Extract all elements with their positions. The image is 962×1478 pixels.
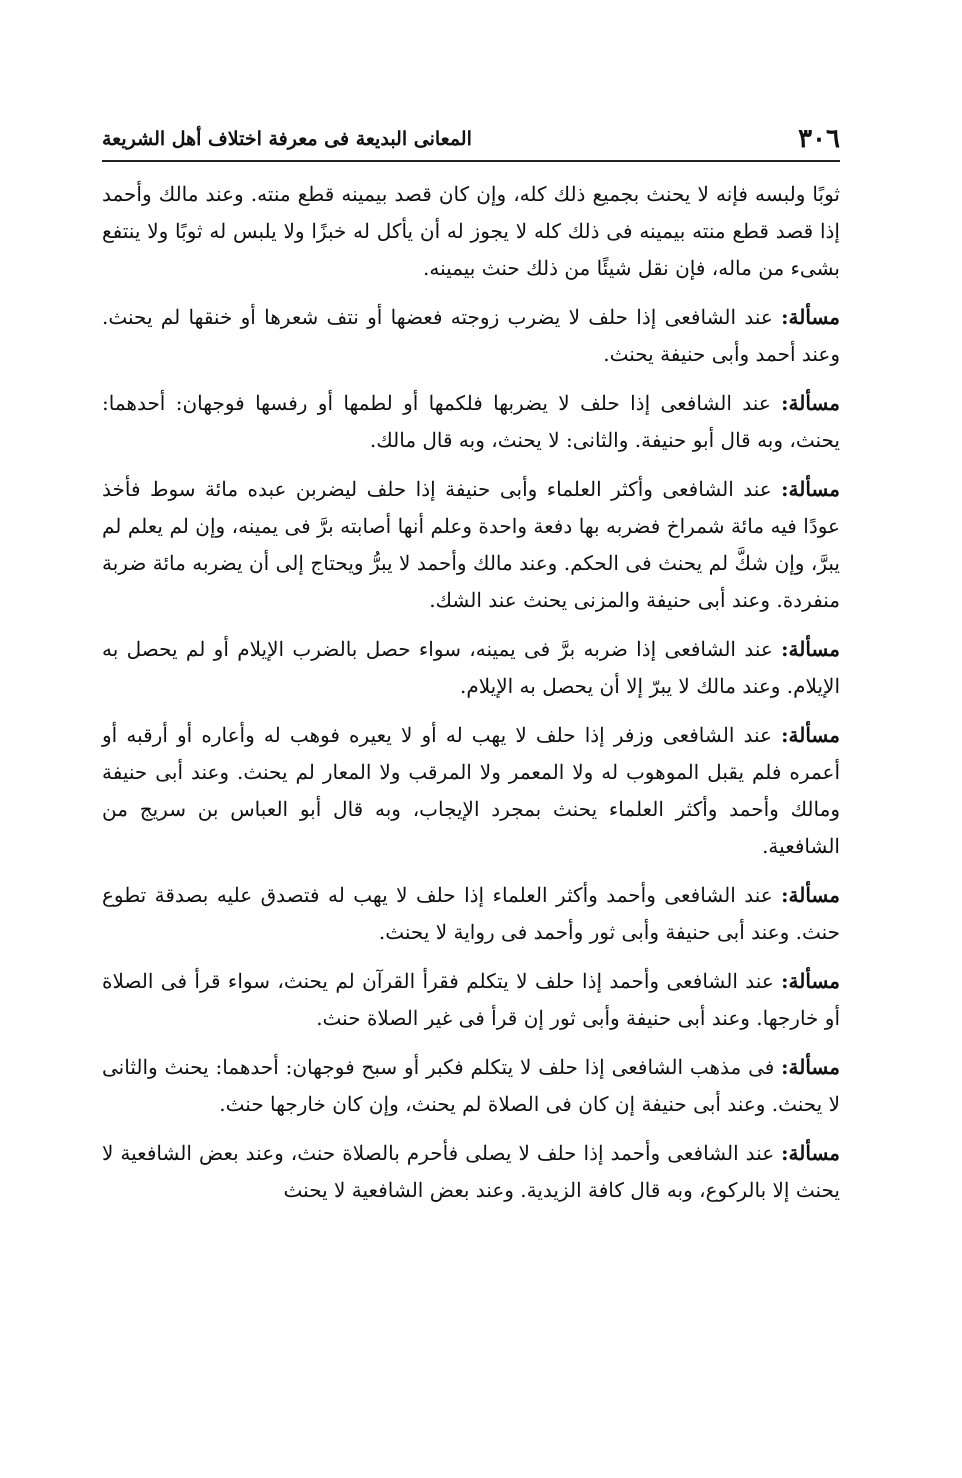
paragraph: [102, 717, 840, 865]
paragraph: [102, 471, 840, 619]
paragraph-text: عند الشافعى وأحمد إذا حلف لا يصلى فأحرم بالصلاة حنث، وعند بعض الشافعية لا يحنث إلا بالركوع، وبه قال كافة الزيدية. وعند بعض الشافعية لا يحنث: [102, 1141, 840, 1202]
paragraph-text: ثوبًا ولبسه فإنه لا يحنث بجميع ذلك كله، وإن كان قصد بيمينه قطع منته. وعند مالك وأحمد إذا قصد قطع منته بيمينه فى ذلك كله لا يجوز له أن يأكل له خبزًا ولا يلبس له ثوبًا ولا ينتفع بشىء من ماله، فإن نقل شيئًا من ذلك حنث بيمينه.: [102, 182, 840, 280]
page-number: ٣٠٦: [798, 124, 840, 154]
paragraph-text: عند الشافعى وأحمد إذا حلف لا يتكلم فقرأ القرآن لم يحنث، سواء قرأ فى الصلاة أو خارجها. وعند أبى حنيفة وأبى ثور إن قرأ فى غير الصلاة حنث.: [102, 969, 840, 1030]
issue-label: مسألة:: [781, 969, 841, 993]
paragraph-text: فى مذهب الشافعى إذا حلف لا يتكلم فكبر أو سبح فوجهان: أحدهما: يحنث والثانى لا يحنث. وعند أبى حنيفة إن كان فى الصلاة لم يحنث، وإن كان خارجها حنث.: [102, 1055, 840, 1116]
running-title: المعانى البديعة فى معرفة اختلاف أهل الشريعة: [102, 128, 472, 150]
paragraph: [102, 176, 840, 287]
issue-label: مسألة:: [781, 305, 841, 329]
issue-label: مسألة:: [781, 1141, 841, 1165]
body-text: [102, 176, 840, 1221]
paragraph: [102, 963, 840, 1037]
paragraph: [102, 877, 840, 951]
issue-label: مسألة:: [781, 723, 840, 747]
paragraph-text: عند الشافعى وأحمد وأكثر العلماء إذا حلف لا يهب له فتصدق عليه بصدقة تطوع حنث. وعند أبى حنيفة وأبى ثور وأحمد فى رواية لا يحنث.: [102, 883, 840, 944]
header-rule: [102, 160, 840, 162]
issue-label: مسألة:: [781, 1055, 840, 1079]
paragraph-text: عند الشافعى إذا حلف لا يضرب زوجته فعضها أو نتف شعرها أو خنقها لم يحنث. وعند أحمد وأبى حنيفة يحنث.: [102, 305, 840, 366]
paragraph-text: عند الشافعى وزفر إذا حلف لا يهب له أو لا يعيره فوهب له وأعاره أو أرقبه أو أعمره فلم يقبل الموهوب له ولا المعمر ولا المرقب ولا المعار لم يحنث. وعند أبى حنيفة ومالك وأحمد وأكثر العلماء يحنث بمجرد الإيجاب، وبه قال أبو العباس بن سريج من الشافعية.: [102, 723, 840, 858]
issue-label: مسألة:: [781, 391, 840, 415]
issue-label: مسألة:: [781, 883, 840, 907]
paragraph-text: عند الشافعى وأكثر العلماء وأبى حنيفة إذا حلف ليضربن عبده مائة سوط فأخذ عودًا فيه مائة شمراخ فضربه بها دفعة واحدة وعلم أنها أصابته برَّ فى يمينه، وإن لم يعلم لم يبرَّ، وإن شكَّ لم يحنث فى الحكم. وعند مالك وأحمد لا يبرُّ ويحتاج إلى أن يضربه مائة ضربة منفردة. وعند أبى حنيفة والمزنى يحنث عند الشك.: [102, 477, 840, 612]
paragraph: [102, 299, 840, 373]
paragraph: [102, 631, 840, 705]
paragraph-text: عند الشافعى إذا ضربه برَّ فى يمينه، سواء حصل بالضرب الإيلام أو لم يحصل به الإيلام. وعند مالك لا يبرّ إلا أن يحصل به الإيلام.: [102, 637, 840, 698]
issue-label: مسألة:: [781, 477, 840, 501]
running-header: [102, 120, 840, 160]
paragraph: [102, 1135, 840, 1209]
issue-label: مسألة:: [781, 637, 840, 661]
paragraph: [102, 385, 840, 459]
paragraph: [102, 1049, 840, 1123]
paragraph-text: عند الشافعى إذا حلف لا يضربها فلكمها أو لطمها أو رفسها فوجهان: أحدهما: يحنث، وبه قال أبو حنيفة. والثانى: لا يحنث، وبه قال مالك.: [102, 391, 840, 452]
